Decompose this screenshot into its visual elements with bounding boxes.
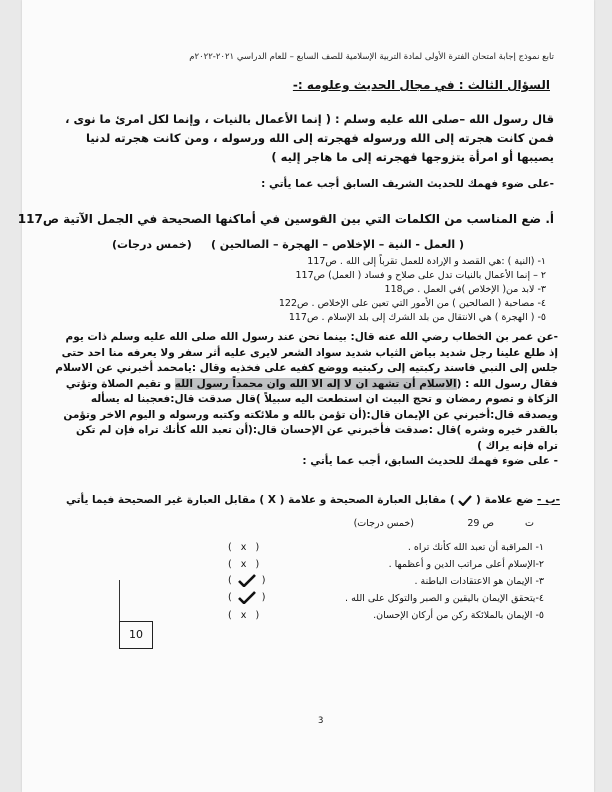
check-mark-icon (458, 495, 472, 506)
part-a-marks: (خمس درجات) (111, 238, 192, 251)
highlighted-definition: الاسلام أن تشهد ان لا إله الا الله وان محمداً رسول الله (174, 377, 457, 390)
part-b-letter: ت (525, 518, 534, 529)
page-header: تابع نموذج إجابة امتحان الفترة الأولى لمادة التربية الإسلامية للصف السابع – للعام الدراسي ٢٠٢١-٢٠٢٢م (189, 52, 554, 62)
answer-line-3: ٣- لابد من( الإخلاص )في العمل . ص118 (384, 284, 546, 295)
answer-mark-4: ( ) (228, 592, 266, 603)
score-box: 10 (119, 621, 153, 649)
part-b-label: -ب - (537, 494, 560, 506)
statement-3: ٣- الإيمان هو الاعتقادات الباطنة . (414, 576, 544, 587)
x-mark-icon: x (240, 610, 247, 621)
part-b-text-3: ) مقابل العبارة غير الصحيحة فيما يأتي (65, 494, 265, 506)
answer-mark-1: ( x ) (228, 542, 260, 553)
x-mark-icon: x (240, 542, 247, 553)
question-3-title: السؤال الثالث : في مجال الحديث وعلومه :- (292, 78, 550, 92)
part-b-prompt (66, 494, 560, 506)
x-mark-icon: X (267, 494, 276, 506)
answer-mark-3: ( ) (228, 575, 266, 586)
divider-line (119, 580, 120, 621)
exam-page (17, 0, 594, 792)
part-b-page-ref: ص 29 (467, 518, 494, 529)
instruction-1: -على ضوء فهمك للحديث الشريف السابق أجب عما يأتي : (261, 178, 554, 190)
word-bank: ( العمل - النية – الإخلاص – الهجرة – الصالحين ) (210, 238, 464, 251)
part-a-prompt: أ. ضع المناسب من الكلمات التي بين القوسين في أماكنها الصحيحة في الجمل الآتية ص117 (17, 212, 554, 226)
hadith-jibril-part2: و تقيم الصلاة وتؤتي الزكاة و تصوم رمضان و تحج البيت ان استطعت اليه سبيلاً )قال صدقت قال:فعجبنا له يسأله ويصدقه قال:أخبرني عن الإيمان قال:(أن تؤمن بالله و ملائكته وكتبه ورسوله و اليوم الاخر وتؤمن بالقدر خيره وشره )قال :صدقت فأخبرني عن الإحسان قال:(أن تعبد الله كأنك تراه فإن لم تكن تراه فإنه يراك ) (63, 377, 558, 452)
part-b-marks: (خمس درجات) (353, 518, 414, 529)
page-number: 3 (318, 716, 324, 726)
hadith-jibril (53, 330, 558, 470)
statement-5: ٥- الإيمان بالملائكة ركن من أركان الإحسان. (373, 610, 544, 621)
statement-2: ٢-الإسلام أعلى مراتب الدين و أعظمها . (388, 559, 544, 570)
word-bank-row (112, 238, 464, 251)
statement-1: ١- المراقبة أن تعبد الله كأنك تراه . (407, 542, 544, 553)
check-mark-icon (238, 591, 256, 604)
part-b-text-1: ضع علامة ( (475, 494, 534, 506)
answer-mark-2: ( x ) (228, 559, 260, 570)
answer-line-5: ٥- ( الهجرة ) هي الانتقال من بلد الشرك إلى بلد الإسلام . ص117 (288, 312, 546, 323)
answer-line-2: ٢ – إنما الأعمال بالنيات تدل على صلاح و فساد ( العمل) ص117 (295, 270, 546, 281)
answer-mark-5: ( x ) (228, 610, 260, 621)
x-mark-icon: x (240, 559, 247, 570)
hadith-niyyah: قال رسول الله –صلى الله عليه وسلم : ( إنما الأعمال بالنيات ، وإنما لكل امرئ ما نوى ، فمن كانت هجرته إلى الله ورسوله فهجرته إلى الله ورسوله ، ومن كانت هجرته لدنيا يصيبها أو امرأة يتزوجها فهجرته إلى ما هاجر إليه ) (65, 112, 554, 164)
statement-4: ٤-يتحقق الإيمان باليقين و الصبر والتوكل على الله . (345, 593, 544, 604)
part-b-text-2: ) مقابل العبارة الصحيحة و علامة ( (279, 494, 455, 506)
answer-line-1: ١- (النية ) :هي القصد و الإرادة للعمل تقرباً إلى الله . ص117 (307, 256, 546, 267)
check-mark-icon (238, 574, 256, 587)
hadith-jibril-part1: -عن عمر بن الخطاب رضي الله عنه قال: بينما نحن عند رسول الله صلى الله عليه وسلم ذات يوم إذ طلع علينا رجل شديد بياض الثياب شديد سواد الشعر لايرى عليه أثر سفر ولا يعرفه منا احد حتى جلس إلى النبي فاسند ركبتيه إلى ركبتيه ووضع كفيه على فخذيه وقال :يامحمد أخبرني عن الاسلام فقال رسول الله : ( (55, 331, 558, 390)
instruction-2: - على ضوء فهمك للحديث السابق، أجب عما يأتي : (302, 455, 558, 467)
answer-line-4: ٤- مصاحبة ( الصالحين ) من الأمور التي تعين على الإخلاص . ص122 (278, 298, 546, 309)
